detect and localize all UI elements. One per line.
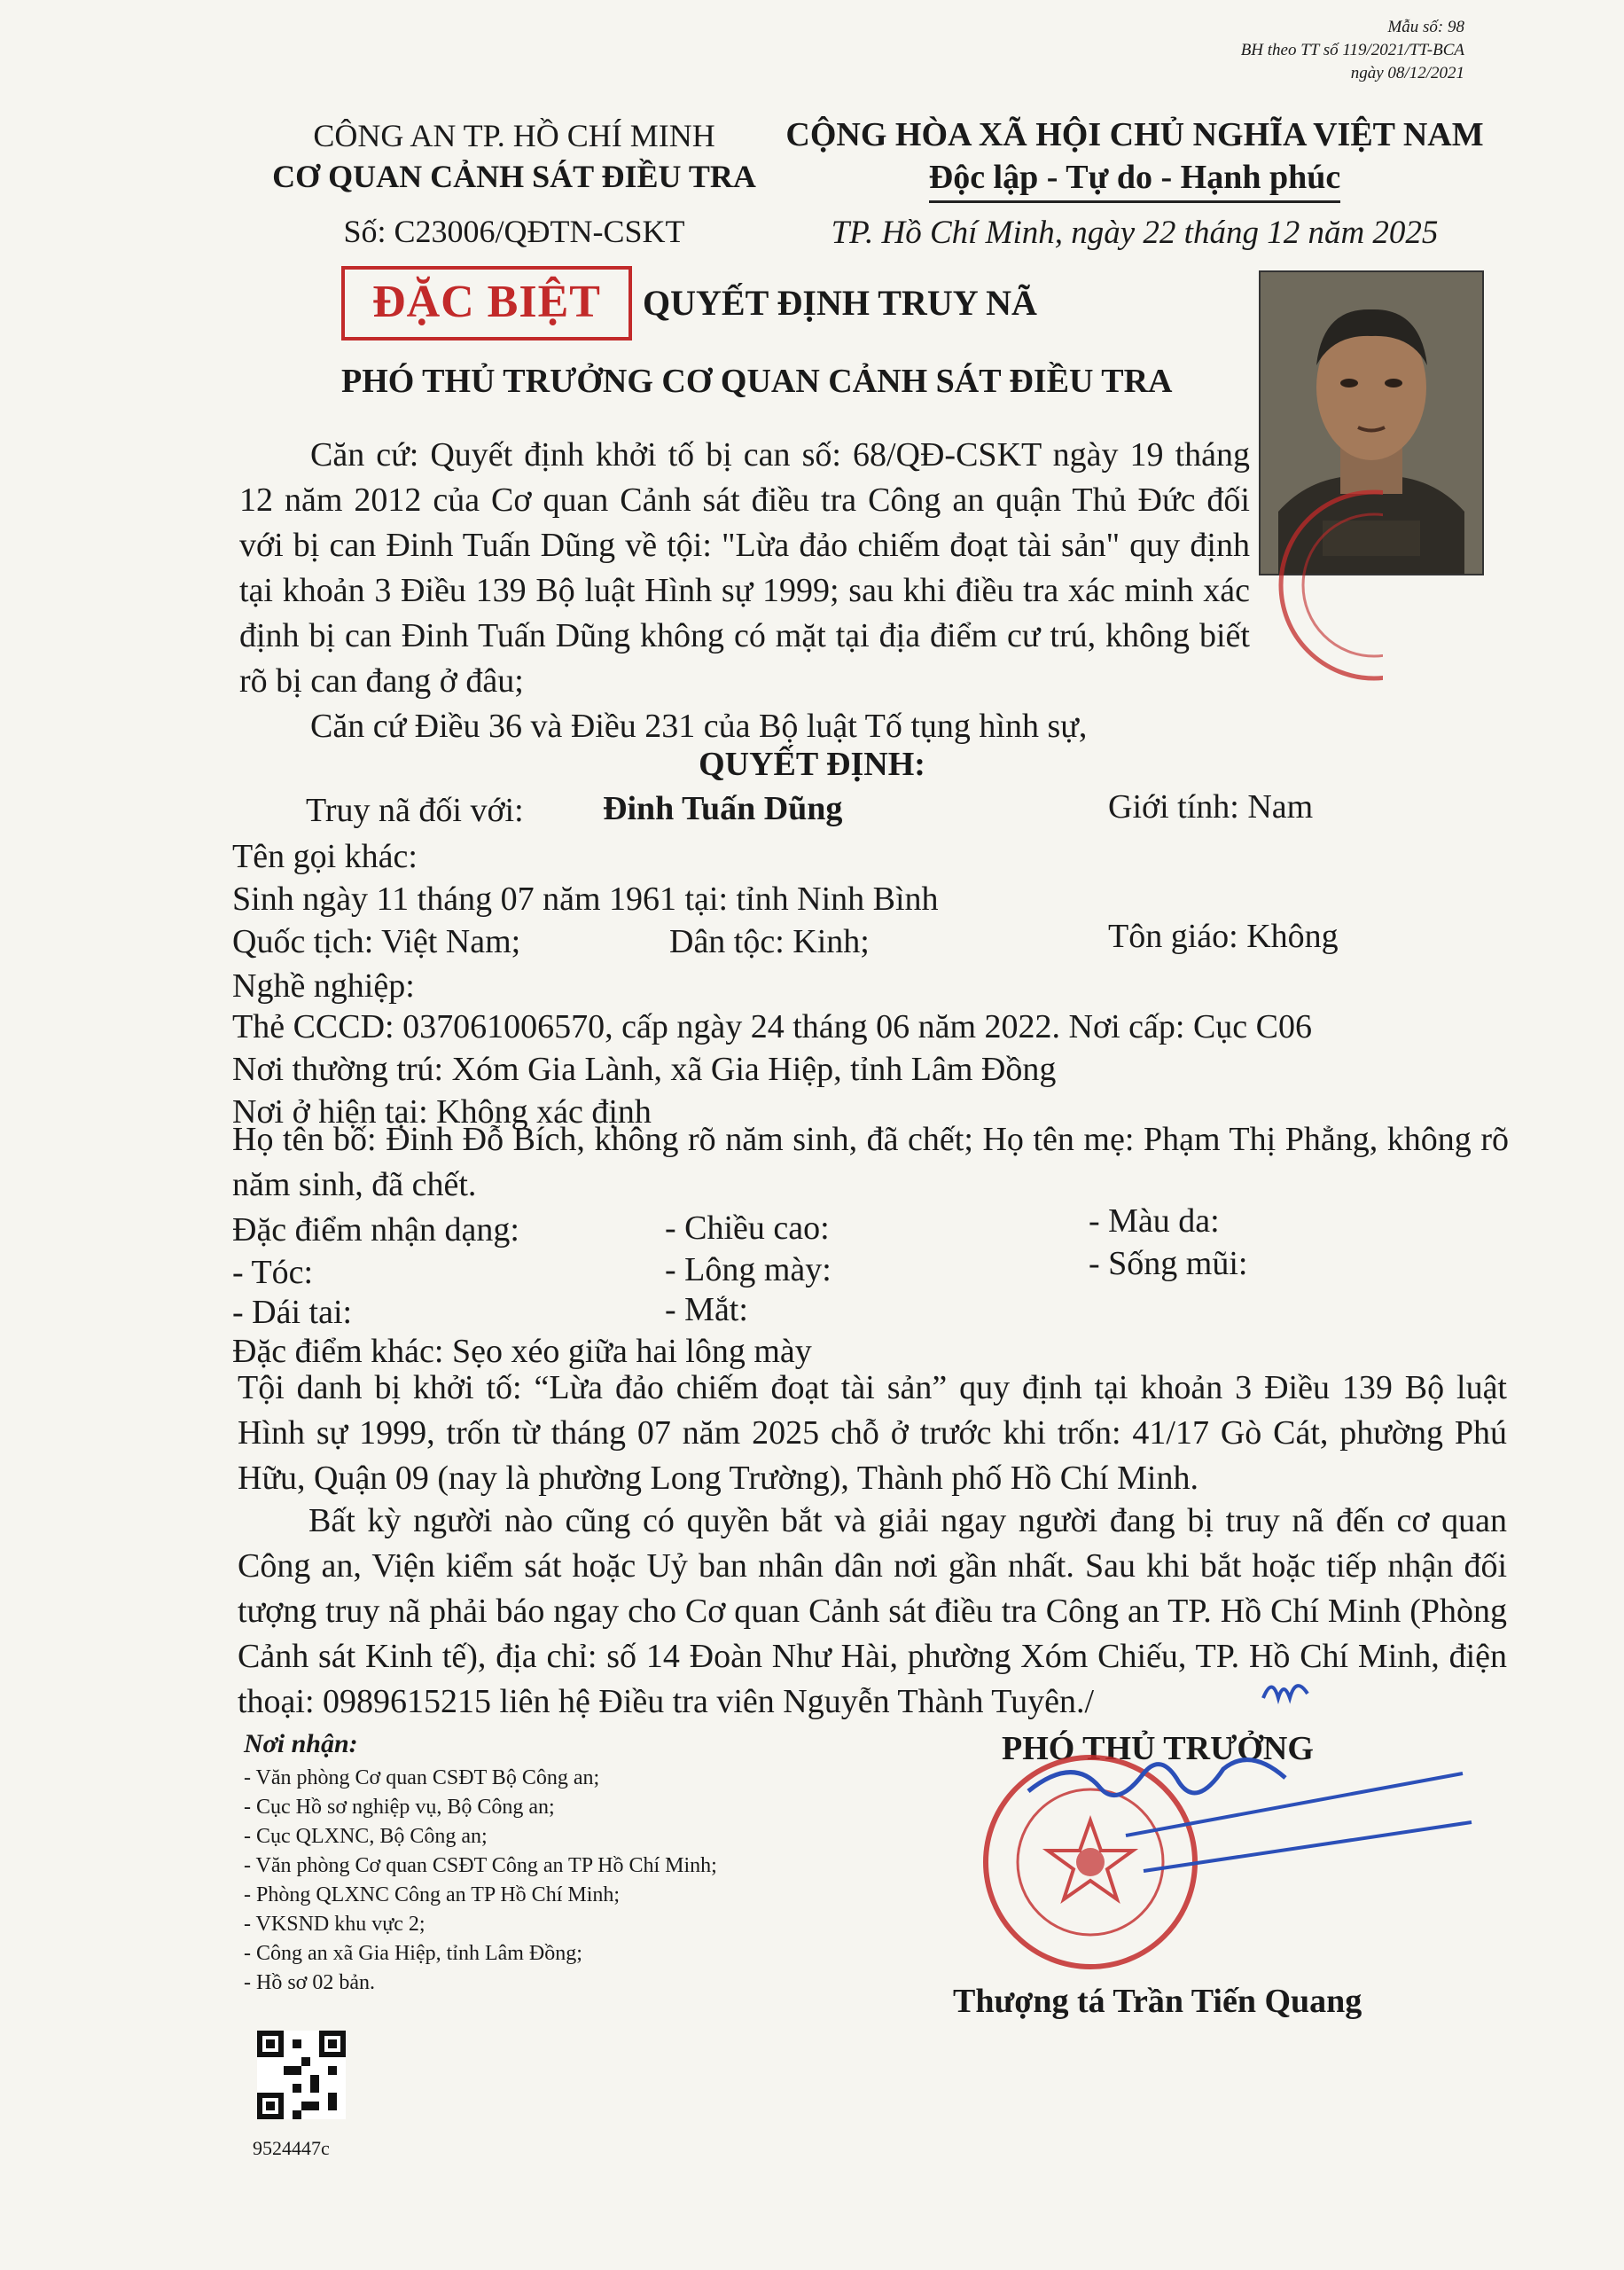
- nation-title: CỘNG HÒA XÃ HỘI CHỦ NGHĨA VIỆT NAM: [785, 116, 1484, 153]
- special-stamp: ĐẶC BIỆT: [341, 266, 632, 340]
- occupation: Nghề nghiệp:: [232, 967, 415, 1005]
- recipient-item: - Phòng QLXNC Công an TP Hồ Chí Minh;: [244, 1883, 621, 1906]
- current-residence: Nơi ở hiện tại: Không xác định: [232, 1093, 652, 1131]
- qr-code-icon: [257, 2031, 346, 2119]
- decision-title: QUYẾT ĐỊNH TRUY NÃ: [643, 283, 1037, 323]
- birth-info: Sinh ngày 11 tháng 07 năm 1961 tại: tỉnh Ninh Bình: [232, 881, 939, 918]
- agency-unit: CƠ QUAN CẢNH SÁT ĐIỀU TRA: [272, 159, 756, 194]
- photo-seal-icon: [1241, 483, 1383, 696]
- recipients: [244, 1729, 717, 1998]
- basis-paragraph-1: Căn cứ: Quyết định khởi tố bị can số: 68/QĐ-CSKT ngày 19 tháng 12 năm 2012 của Cơ quan Cảnh sát điều tra Công an quận Thủ Đức đối với bị can Đinh Tuấn Dũng về tội: "Lừa đảo chiếm đoạt tài sản" quy định tại khoản 3 Điều 139 Bộ luật Hình sự 1999; sau khi điều tra xác minh xác định bị can Đinh Tuấn Dũng không có mặt tại địa điểm cư trú, không biết rõ bị can đang ở đâu;: [239, 436, 1250, 700]
- height: - Chiều cao:: [665, 1209, 830, 1247]
- notice-text: Bất kỳ người nào cũng có quyền bắt và giải ngay người đang bị truy nã đến cơ quan Công an, Viện kiểm sát hoặc Uỷ ban nhân dân nơi gần nhất. Sau khi bắt hoặc tiếp nhận đối tượng truy nã phải báo ngay cho Cơ quan Cảnh sát điều tra Công an TP. Hồ Chí Minh (Phòng Cảnh sát Kinh tế), địa chỉ: số 14 Đoàn Như Hài, phường Xóm Chiếu, TP. Hồ Chí Minh, điện thoại: 0989615215 liên hệ Điều tra viên Nguyễn Thành Tuyên./: [238, 1502, 1507, 1720]
- eyes: - Mắt:: [665, 1291, 748, 1328]
- gender: Giới tính: Nam: [1108, 788, 1314, 826]
- parents-section: [232, 1117, 1509, 1208]
- recipient-item: - VKSND khu vực 2;: [244, 1913, 426, 1936]
- charge-section: [238, 1366, 1507, 1501]
- recipient-item: - Văn phòng Cơ quan CSĐT Bộ Công an;: [244, 1766, 600, 1789]
- recipient-item: - Văn phòng Cơ quan CSĐT Công an TP Hồ Chí Minh;: [244, 1854, 717, 1877]
- agency-name: CÔNG AN TP. HỒ CHÍ MINH: [313, 118, 715, 153]
- form-code: [1241, 16, 1464, 85]
- ears: - Dái tai:: [232, 1294, 353, 1331]
- recipients-title: Nơi nhận:: [244, 1729, 358, 1758]
- initial-mark-icon: [1259, 1671, 1312, 1707]
- nose: - Sống mũi:: [1089, 1245, 1248, 1282]
- decision-heading: QUYẾT ĐỊNH:: [699, 746, 925, 783]
- suspect-name: Đinh Tuấn Dũng: [603, 790, 843, 827]
- agency-header: [222, 115, 807, 252]
- national-header: [780, 114, 1489, 254]
- form-circular: BH theo TT số 119/2021/TT-BCA: [1240, 41, 1464, 59]
- document-number: Số: C23006/QĐTN-CSKT: [343, 214, 685, 249]
- authority-title: PHÓ THỦ TRƯỞNG CƠ QUAN CẢNH SÁT ĐIỀU TRA: [341, 363, 1173, 400]
- form-date: ngày 08/12/2021: [1350, 64, 1464, 82]
- eyebrows: - Lông mày:: [665, 1251, 832, 1288]
- nation-motto: Độc lập - Tự do - Hạnh phúc: [929, 156, 1341, 203]
- features-label: Đặc điểm nhận dạng:: [232, 1211, 519, 1248]
- qr-code-label: 9524447c: [253, 2137, 330, 2159]
- signer-title: PHÓ THỦ TRƯỞNG: [1002, 1730, 1314, 1767]
- recipient-item: - Cục QLXNC, Bộ Công an;: [244, 1825, 488, 1848]
- notice-section: [238, 1499, 1507, 1725]
- id-card: Thẻ CCCD: 037061006570, cấp ngày 24 tháng 06 năm 2022. Nơi cấp: Cục C06: [232, 1008, 1313, 1045]
- recipient-item: - Hồ sơ 02 bản.: [244, 1971, 376, 1994]
- wanted-label: Truy nã đối với:: [306, 792, 524, 829]
- hair: - Tóc:: [232, 1254, 314, 1291]
- signature-icon: [1019, 1738, 1480, 1889]
- basis-section: [239, 433, 1250, 749]
- skin: - Màu da:: [1089, 1202, 1220, 1240]
- religion: Tôn giáo: Không: [1108, 918, 1339, 955]
- recipient-item: - Công an xã Gia Hiệp, tỉnh Lâm Đồng;: [244, 1942, 582, 1965]
- form-number: Mẫu số: 98: [1387, 18, 1464, 36]
- basis-paragraph-2: Căn cứ Điều 36 và Điều 231 của Bộ luật Tố tụng hình sự,: [310, 708, 1088, 745]
- permanent-residence: Nơi thường trú: Xóm Gia Lành, xã Gia Hiệp, tỉnh Lâm Đồng: [232, 1051, 1057, 1088]
- nationality: Quốc tịch: Việt Nam;: [232, 923, 521, 960]
- ethnicity: Dân tộc: Kinh;: [669, 923, 870, 960]
- signer-name: Thượng tá Trần Tiến Quang: [953, 1983, 1362, 2020]
- alias: Tên gọi khác:: [232, 838, 418, 875]
- other-features: Đặc điểm khác: Sẹo xéo giữa hai lông mày: [232, 1333, 812, 1370]
- parents-info: Họ tên bố: Đinh Đỗ Bích, không rõ năm sinh, đã chết; Họ tên mẹ: Phạm Thị Phẳng, không rõ năm sinh, đã chết.: [232, 1121, 1509, 1203]
- charge-text: Tội danh bị khởi tố: “Lừa đảo chiếm đoạt tài sản” quy định tại khoản 3 Điều 139 Bộ luật Hình sự 1999, trốn từ tháng 07 năm 2025 chỗ ở trước khi trốn: 41/17 Gò Cát, phường Phú Hữu, Quận 09 (nay là phường Long Trường), Thành phố Hồ Chí Minh.: [238, 1369, 1507, 1497]
- place-date: TP. Hồ Chí Minh, ngày 22 tháng 12 năm 2025: [831, 215, 1439, 251]
- recipient-item: - Cục Hồ sơ nghiệp vụ, Bộ Công an;: [244, 1796, 555, 1819]
